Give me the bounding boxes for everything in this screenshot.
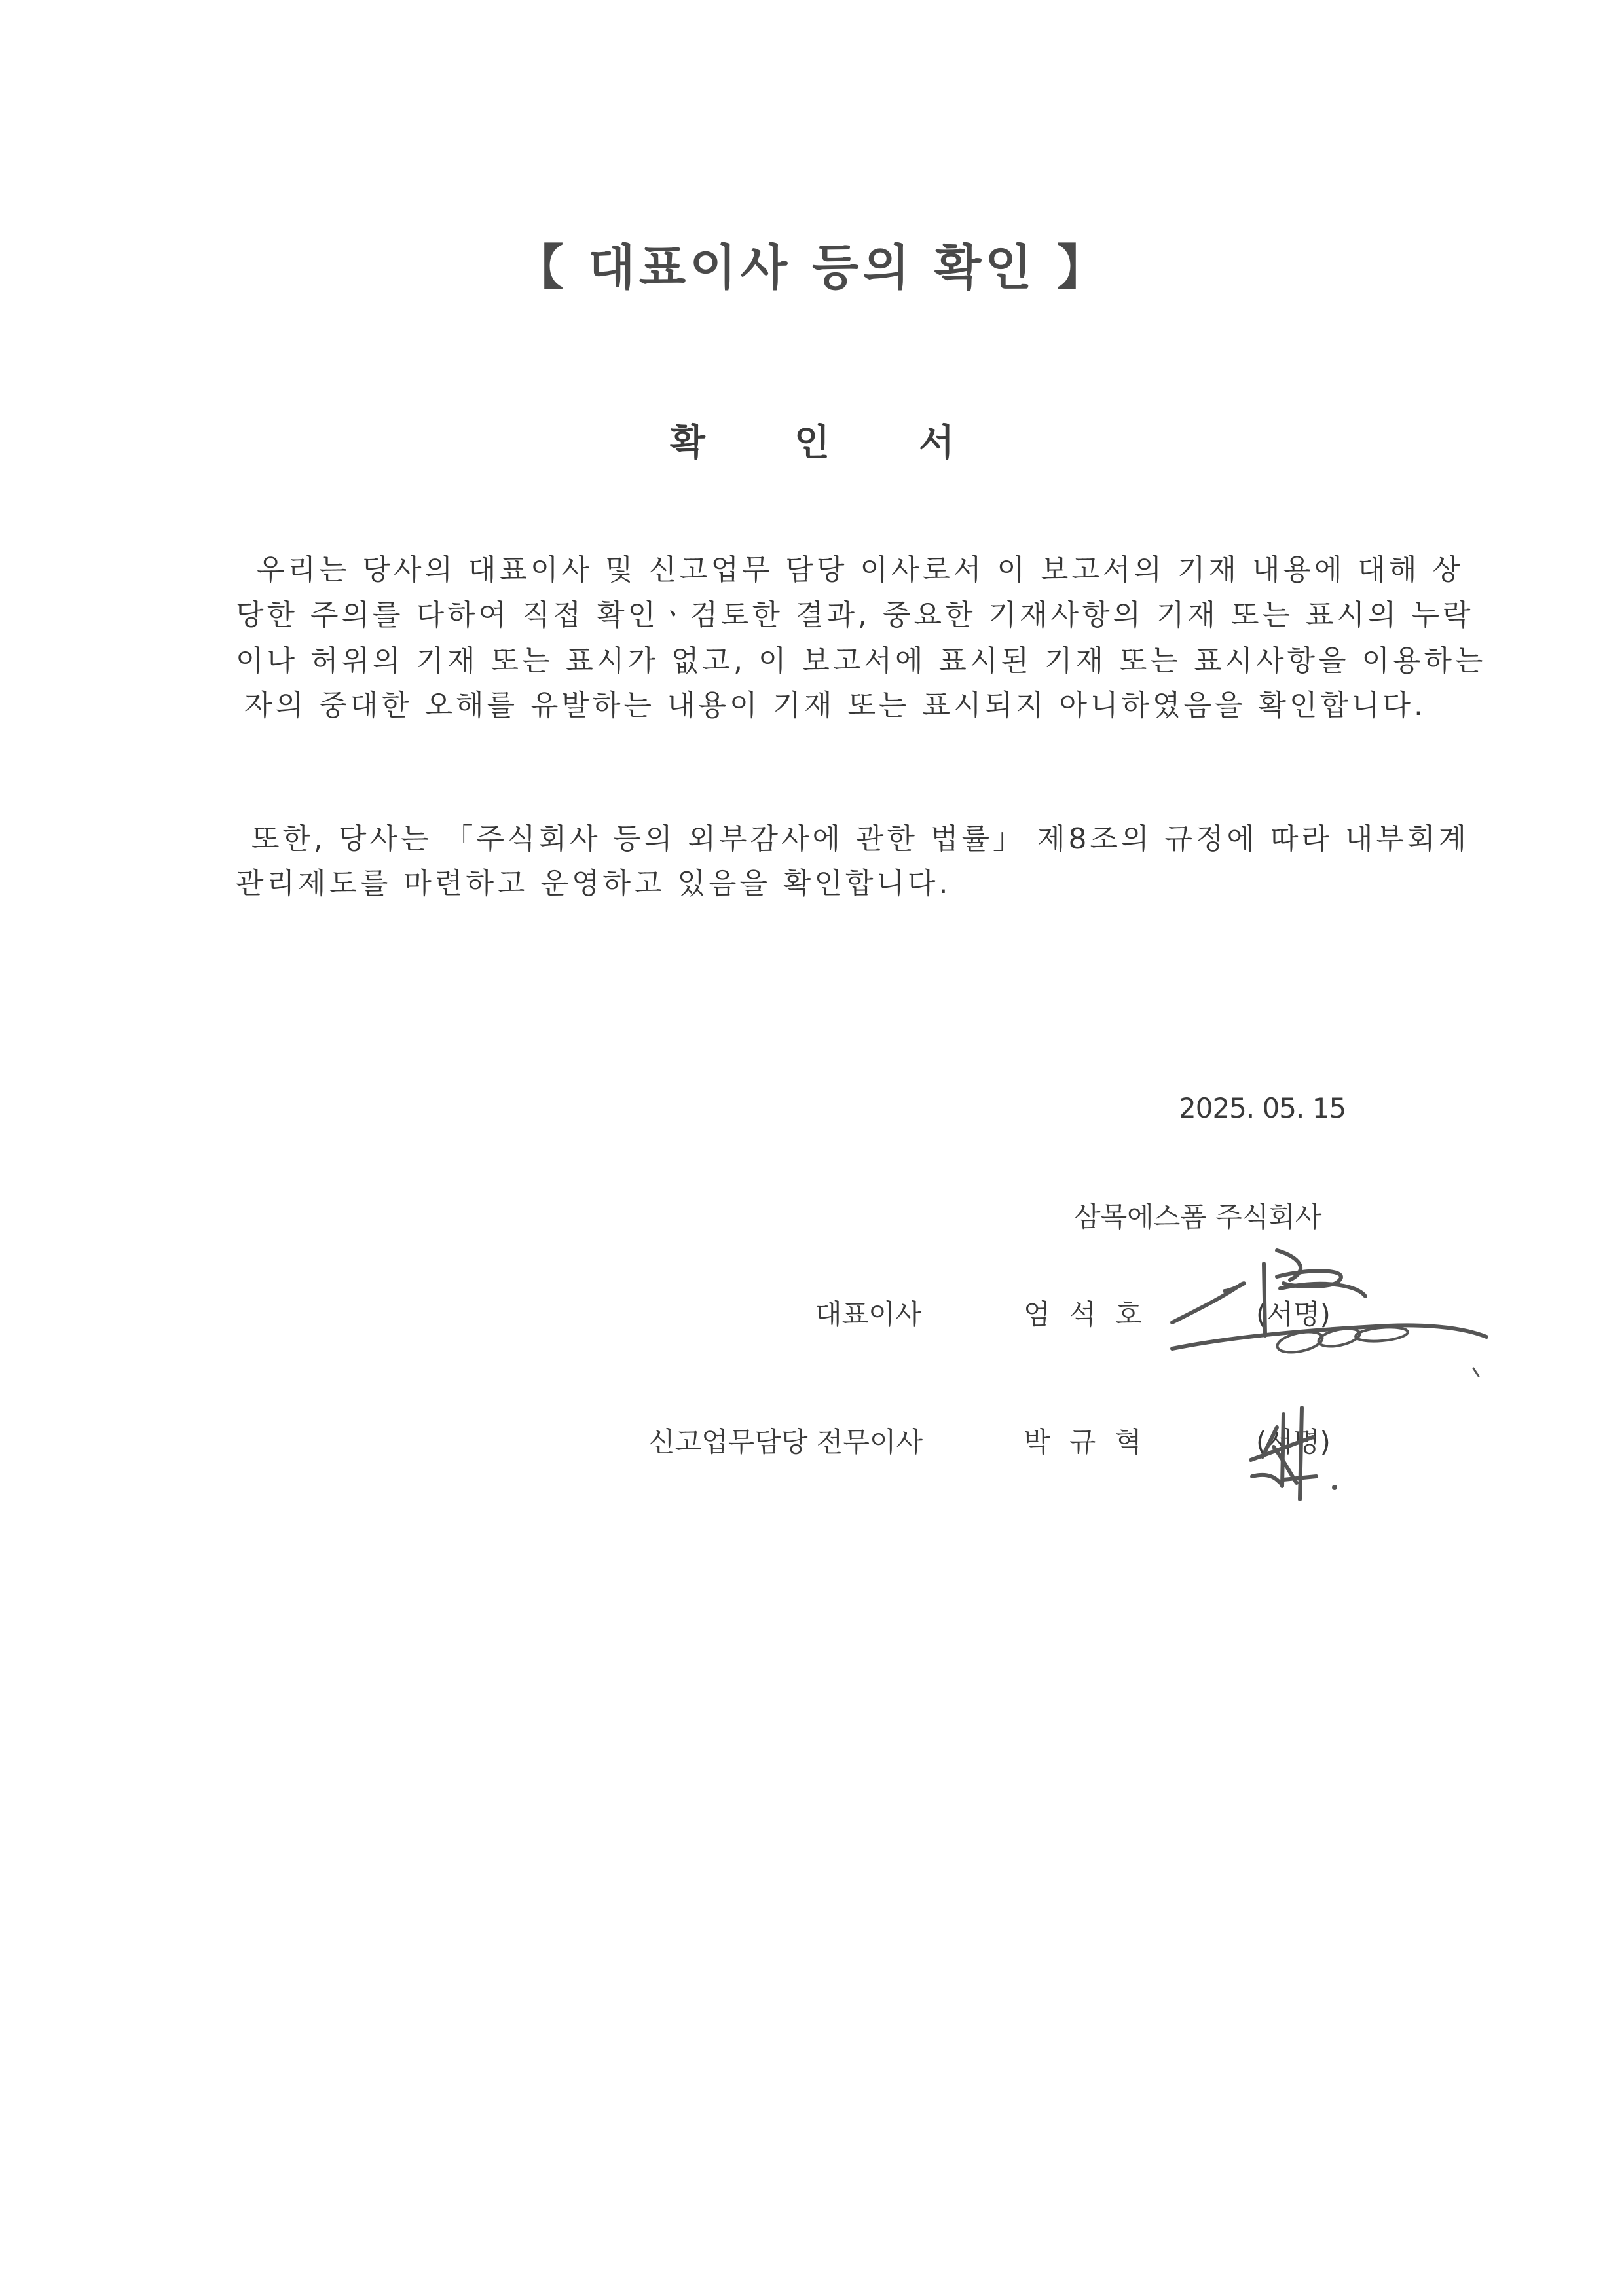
paragraph-line: 자의 중대한 오해를 유발하는 내용이 기재 또는 표시되지 아니하였음을 확인합니다. — [244, 689, 1426, 722]
document-date: 2025. 05. 15 — [1179, 1092, 1346, 1124]
paragraph-line: 관리제도를 마련하고 운영하고 있음을 확인합니다. — [236, 867, 951, 900]
paragraph-line: 당한 주의를 다하여 직접 확인ㆍ검토한 결과, 중요한 기재사항의 기재 또는 표시의 누락 — [236, 598, 1474, 632]
signatory-role: 대표이사 — [815, 1298, 922, 1330]
signature-label: (서명) — [1256, 1426, 1331, 1458]
subtitle-char: 인 — [794, 422, 830, 464]
handwritten-signature-icon — [1159, 1244, 1526, 1388]
subtitle-char: 서 — [919, 422, 955, 464]
signature-label: (서명) — [1256, 1298, 1331, 1330]
handwritten-signature-icon — [1244, 1401, 1349, 1519]
document-heading: 【 대표이사 등의 확인 】 — [515, 240, 1109, 296]
paragraph-line: 이나 허위의 기재 또는 표시가 없고, 이 보고서에 표시된 기재 또는 표시사항을 이용하는 — [236, 644, 1486, 678]
signatory-name: 박 규 혁 — [1024, 1426, 1147, 1458]
document-subtitle — [0, 414, 1624, 466]
paragraph-line: 또한, 당사는 「주식회사 등의 외부감사에 관한 법률」 제8조의 규정에 따라 내부회계 — [251, 822, 1469, 856]
signatory-name: 엄 석 호 — [1024, 1298, 1147, 1330]
company-name: 삼목에스폼 주식회사 — [1074, 1201, 1322, 1233]
subtitle-char: 확 — [669, 422, 705, 464]
signatory-role: 신고업무담당 전무이사 — [648, 1426, 923, 1458]
paragraph-line: 우리는 당사의 대표이사 및 신고업무 담당 이사로서 이 보고서의 기재 내용에 대해 상 — [257, 553, 1464, 587]
